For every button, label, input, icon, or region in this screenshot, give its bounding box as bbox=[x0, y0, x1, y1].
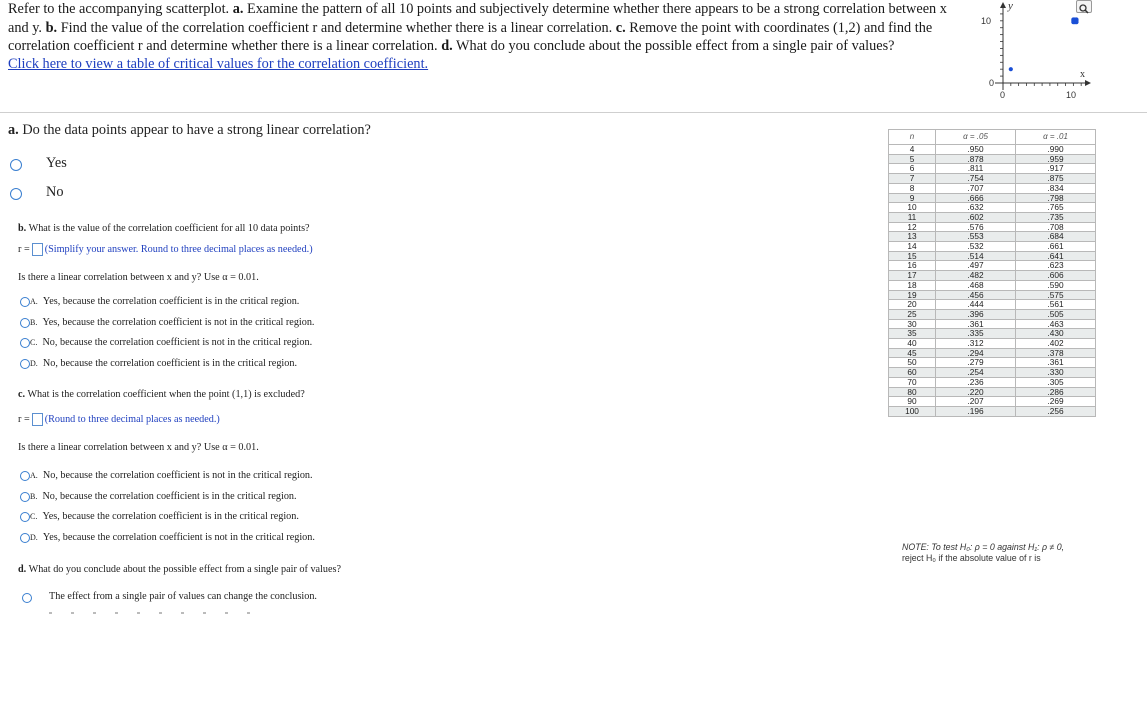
table-cell-alpha-01: .561 bbox=[1016, 300, 1096, 310]
table-row bbox=[889, 387, 1096, 397]
table-cell-n: 6 bbox=[889, 164, 936, 174]
table-cell-alpha-01: .305 bbox=[1016, 377, 1096, 387]
table-cell-n: 50 bbox=[889, 358, 936, 368]
table-row bbox=[889, 368, 1096, 378]
section-divider bbox=[0, 112, 1147, 113]
table-cell-alpha-05: .220 bbox=[936, 387, 1016, 397]
table-cell-n: 35 bbox=[889, 329, 936, 339]
table-cell-alpha-01: .505 bbox=[1016, 309, 1096, 319]
table-cell-alpha-05: .361 bbox=[936, 319, 1016, 329]
table-row bbox=[889, 377, 1096, 387]
part-d-option-1-radio[interactable] bbox=[22, 593, 32, 603]
part-c-label: c. bbox=[18, 389, 26, 400]
table-cell-alpha-05: .254 bbox=[936, 368, 1016, 378]
table-cell-alpha-01: .684 bbox=[1016, 232, 1096, 242]
x-axis-arrow bbox=[1085, 80, 1091, 86]
part-b-option-c[interactable] bbox=[30, 337, 312, 348]
table-row bbox=[889, 406, 1096, 416]
table-cell-alpha-05: .878 bbox=[936, 154, 1016, 164]
y-tick-label-0: 0 bbox=[989, 78, 995, 88]
part-b-hint: (Simplify your answer. Round to three decimal places as needed.) bbox=[44, 243, 313, 255]
table-cell-alpha-01: .361 bbox=[1016, 358, 1096, 368]
table-cell-n: 30 bbox=[889, 319, 936, 329]
table-row bbox=[889, 232, 1096, 242]
part-c-option-b-text: No, because the correlation coefficient is in the critical region. bbox=[42, 491, 297, 502]
part-c-option-a-text: No, because the correlation coefficient is not in the critical region. bbox=[42, 470, 313, 481]
part-c-option-b-letter: B. bbox=[30, 492, 38, 501]
table-cell-alpha-01: .590 bbox=[1016, 280, 1096, 290]
table-row bbox=[889, 339, 1096, 349]
table-cell-n: 5 bbox=[889, 154, 936, 164]
table-cell-alpha-01: .708 bbox=[1016, 222, 1096, 232]
part-b-option-b[interactable] bbox=[30, 317, 314, 328]
problem-c-text: Remove the point with coordinates (1,2) and find the correlation coefficient r and determine whether there is a linear correlation. bbox=[8, 19, 933, 54]
table-row bbox=[889, 261, 1096, 271]
table-body bbox=[889, 145, 1096, 417]
part-b-r-prefix: r = bbox=[18, 243, 30, 255]
table-cell-alpha-01: .875 bbox=[1016, 174, 1096, 184]
table-cell-n: 80 bbox=[889, 387, 936, 397]
part-c-option-d[interactable] bbox=[30, 532, 315, 543]
table-row bbox=[889, 242, 1096, 252]
part-b-option-d-letter: D. bbox=[30, 359, 38, 368]
table-cell-alpha-05: .514 bbox=[936, 251, 1016, 261]
table-cell-n: 90 bbox=[889, 397, 936, 407]
table-cell-n: 40 bbox=[889, 339, 936, 349]
table-cell-alpha-05: .632 bbox=[936, 203, 1016, 213]
table-cell-alpha-01: .269 bbox=[1016, 397, 1096, 407]
x-tick-label-10: 10 bbox=[1066, 90, 1077, 100]
part-c-answer-row bbox=[18, 413, 220, 426]
scatterplot bbox=[975, 0, 1095, 102]
part-c-option-c-text: Yes, because the correlation coefficient is in the critical region. bbox=[42, 511, 299, 522]
part-b-question bbox=[18, 223, 310, 234]
table-cell-alpha-05: .207 bbox=[936, 397, 1016, 407]
x-tick-label-0: 0 bbox=[1000, 90, 1006, 100]
critical-values-link[interactable]: Click here to view a table of critical values for the correlation coefficient. bbox=[8, 56, 429, 72]
table-cell-n: 8 bbox=[889, 183, 936, 193]
part-c-r-input[interactable] bbox=[32, 413, 43, 426]
problem-intro: Refer to the accompanying scatterplot. bbox=[8, 1, 233, 17]
part-c-r-prefix: r = bbox=[18, 413, 30, 425]
table-cell-alpha-05: .602 bbox=[936, 212, 1016, 222]
scatter-axes bbox=[981, 0, 1091, 100]
table-row bbox=[889, 154, 1096, 164]
zoom-button[interactable] bbox=[1076, 0, 1092, 13]
table-cell-alpha-01: .917 bbox=[1016, 164, 1096, 174]
table-row bbox=[889, 280, 1096, 290]
part-d-text: What do you conclude about the possible effect from a single pair of values? bbox=[26, 564, 341, 575]
table-note bbox=[902, 542, 1122, 564]
table-cell-alpha-05: .468 bbox=[936, 280, 1016, 290]
part-c-test-question: Is there a linear correlation between x and y? Use α = 0.01. bbox=[18, 442, 259, 453]
problem-c-label: c. bbox=[615, 19, 626, 36]
table-cell-alpha-01: .834 bbox=[1016, 183, 1096, 193]
part-b-option-a-radio[interactable] bbox=[20, 297, 30, 307]
part-d-label: d. bbox=[18, 564, 27, 575]
table-cell-alpha-01: .378 bbox=[1016, 348, 1096, 358]
part-c-option-c[interactable] bbox=[30, 511, 299, 522]
table-cell-n: 9 bbox=[889, 193, 936, 203]
scatter-point bbox=[1074, 20, 1078, 24]
part-c-option-d-radio[interactable] bbox=[20, 533, 30, 543]
table-row bbox=[889, 329, 1096, 339]
part-c-option-b[interactable] bbox=[30, 491, 297, 502]
problem-b-text: Find the value of the correlation coefficient r and determine whether there is a linear correlation. bbox=[57, 19, 616, 36]
table-cell-alpha-05: .444 bbox=[936, 300, 1016, 310]
scatter-points bbox=[1009, 17, 1079, 71]
y-axis-label: y bbox=[1008, 0, 1013, 12]
table-cell-n: 70 bbox=[889, 377, 936, 387]
problem-statement bbox=[8, 0, 963, 56]
table-cell-alpha-01: .990 bbox=[1016, 145, 1096, 155]
table-row bbox=[889, 212, 1096, 222]
part-c-option-a[interactable] bbox=[30, 470, 313, 481]
table-row bbox=[889, 271, 1096, 281]
part-c-option-d-text: Yes, because the correlation coefficient is not in the critical region. bbox=[42, 532, 315, 543]
table-row bbox=[889, 290, 1096, 300]
table-cell-n: 100 bbox=[889, 406, 936, 416]
part-a-yes-label[interactable]: Yes bbox=[46, 155, 67, 171]
table-cell-alpha-01: .256 bbox=[1016, 406, 1096, 416]
table-cell-n: 25 bbox=[889, 309, 936, 319]
table-cell-alpha-05: .279 bbox=[936, 358, 1016, 368]
table-cell-alpha-05: .576 bbox=[936, 222, 1016, 232]
magnifier-icon bbox=[1077, 3, 1091, 14]
table-cell-alpha-05: .950 bbox=[936, 145, 1016, 155]
part-b-option-b-text: Yes, because the correlation coefficient is not in the critical region. bbox=[42, 317, 315, 328]
table-cell-alpha-05: .811 bbox=[936, 164, 1016, 174]
table-row bbox=[889, 222, 1096, 232]
part-a-no-label[interactable]: No bbox=[46, 184, 64, 200]
part-c-option-d-letter: D. bbox=[30, 533, 38, 542]
table-cell-alpha-05: .294 bbox=[936, 348, 1016, 358]
table-cell-alpha-05: .532 bbox=[936, 242, 1016, 252]
table-row bbox=[889, 145, 1096, 155]
part-b-option-a-text: Yes, because the correlation coefficient is in the critical region. bbox=[42, 296, 300, 307]
table-row bbox=[889, 251, 1096, 261]
header-alpha-05: α = .05 bbox=[936, 130, 1016, 145]
part-b-option-d[interactable] bbox=[30, 358, 297, 369]
table-row bbox=[889, 300, 1096, 310]
table-cell-n: 13 bbox=[889, 232, 936, 242]
table-cell-alpha-05: .553 bbox=[936, 232, 1016, 242]
part-b-option-c-letter: C. bbox=[30, 338, 38, 347]
table-cell-n: 19 bbox=[889, 290, 936, 300]
table-cell-alpha-01: .661 bbox=[1016, 242, 1096, 252]
table-cell-n: 14 bbox=[889, 242, 936, 252]
table-cell-alpha-05: .707 bbox=[936, 183, 1016, 193]
table-cell-alpha-01: .623 bbox=[1016, 261, 1096, 271]
table-cell-alpha-01: .641 bbox=[1016, 251, 1096, 261]
part-b-label: b. bbox=[18, 223, 27, 234]
table-cell-alpha-05: .312 bbox=[936, 339, 1016, 349]
header-n: n bbox=[889, 130, 936, 145]
part-b-text: What is the value of the correlation coefficient for all 10 data points? bbox=[26, 223, 310, 234]
table-row bbox=[889, 183, 1096, 193]
part-a-label: a. bbox=[8, 122, 19, 138]
table-cell-n: 4 bbox=[889, 145, 936, 155]
part-b-option-c-radio[interactable] bbox=[20, 338, 30, 348]
y-axis-arrow bbox=[1000, 2, 1006, 8]
table-cell-alpha-01: .575 bbox=[1016, 290, 1096, 300]
part-b-answer-row bbox=[18, 243, 313, 256]
part-c-option-a-radio[interactable] bbox=[20, 471, 30, 481]
table-cell-n: 11 bbox=[889, 212, 936, 222]
note-line-2: reject H₀ if the absolute value of r is bbox=[902, 553, 1041, 563]
table-cell-n: 15 bbox=[889, 251, 936, 261]
problem-a-text: Examine the pattern of all 10 points and subjectively determine whether there appears to be a strong correlation between x and y. bbox=[8, 1, 947, 36]
table-row bbox=[889, 319, 1096, 329]
part-c-hint: (Round to three decimal places as needed.) bbox=[44, 413, 220, 425]
table-cell-alpha-01: .430 bbox=[1016, 329, 1096, 339]
table-cell-alpha-01: .959 bbox=[1016, 154, 1096, 164]
table-cell-n: 20 bbox=[889, 300, 936, 310]
table-cell-alpha-01: .765 bbox=[1016, 203, 1096, 213]
part-b-option-b-radio[interactable] bbox=[20, 318, 30, 328]
table-cell-n: 7 bbox=[889, 174, 936, 184]
table-cell-alpha-05: .335 bbox=[936, 329, 1016, 339]
part-b-test-question: Is there a linear correlation between x and y? Use α = 0.01. bbox=[18, 272, 259, 283]
table-row bbox=[889, 348, 1096, 358]
table-cell-alpha-05: .396 bbox=[936, 309, 1016, 319]
table-row bbox=[889, 397, 1096, 407]
part-b-option-d-text: No, because the correlation coefficient is in the critical region. bbox=[42, 358, 297, 369]
table-cell-alpha-01: .735 bbox=[1016, 212, 1096, 222]
part-c-option-a-letter: A. bbox=[30, 471, 38, 480]
table-cell-alpha-05: .236 bbox=[936, 377, 1016, 387]
table-cell-alpha-01: .606 bbox=[1016, 271, 1096, 281]
problem-d-label: d. bbox=[441, 38, 453, 54]
x-axis-label: x bbox=[1080, 69, 1085, 80]
table-cell-n: 60 bbox=[889, 368, 936, 378]
part-c-question bbox=[18, 389, 305, 400]
table-cell-n: 12 bbox=[889, 222, 936, 232]
part-a-question bbox=[8, 122, 371, 139]
part-c-option-c-radio[interactable] bbox=[20, 512, 30, 522]
table-cell-n: 18 bbox=[889, 280, 936, 290]
problem-a-label: a. bbox=[232, 1, 244, 17]
part-d-question bbox=[18, 564, 341, 575]
table-header-row bbox=[889, 130, 1096, 145]
table-cell-alpha-05: .196 bbox=[936, 406, 1016, 416]
part-a-text: Do the data points appear to have a strong linear correlation? bbox=[22, 122, 371, 138]
cut-off-text-line bbox=[49, 612, 269, 614]
header-alpha-01: α = .01 bbox=[1016, 130, 1096, 145]
table-cell-n: 45 bbox=[889, 348, 936, 358]
table-cell-alpha-05: .666 bbox=[936, 193, 1016, 203]
table-row bbox=[889, 203, 1096, 213]
table-cell-n: 17 bbox=[889, 271, 936, 281]
note-line-1: NOTE: To test H₀: ρ = 0 against H₁: ρ ≠ 0, bbox=[902, 542, 1065, 552]
table-row bbox=[889, 193, 1096, 203]
part-b-option-c-text: No, because the correlation coefficient is not in the critical region. bbox=[42, 337, 313, 348]
table-cell-n: 10 bbox=[889, 203, 936, 213]
table-cell-alpha-05: .754 bbox=[936, 174, 1016, 184]
table-row bbox=[889, 174, 1096, 184]
table-cell-alpha-01: .402 bbox=[1016, 339, 1096, 349]
table-cell-alpha-05: .456 bbox=[936, 290, 1016, 300]
part-a-yes-radio[interactable] bbox=[10, 159, 22, 171]
table-cell-alpha-05: .482 bbox=[936, 271, 1016, 281]
table-row bbox=[889, 309, 1096, 319]
table-row bbox=[889, 358, 1096, 368]
table-row bbox=[889, 164, 1096, 174]
table-cell-alpha-01: .798 bbox=[1016, 193, 1096, 203]
part-b-option-a-letter: A. bbox=[30, 297, 38, 306]
critical-values-table bbox=[888, 129, 1096, 417]
part-b-option-a[interactable] bbox=[30, 296, 299, 307]
table-cell-alpha-01: .463 bbox=[1016, 319, 1096, 329]
part-c-text: What is the correlation coefficient when the point (1,1) is excluded? bbox=[25, 389, 305, 400]
table-cell-alpha-05: .497 bbox=[936, 261, 1016, 271]
y-tick-label-10: 10 bbox=[981, 16, 992, 26]
problem-d-text: What do you conclude about the possible effect from a single pair of values? bbox=[452, 38, 895, 54]
table-cell-alpha-01: .330 bbox=[1016, 368, 1096, 378]
part-b-option-d-radio[interactable] bbox=[20, 359, 30, 369]
problem-b-label: b. bbox=[45, 19, 58, 36]
table-cell-alpha-01: .286 bbox=[1016, 387, 1096, 397]
part-d-option-1[interactable]: The effect from a single pair of values can change the conclusion. bbox=[49, 591, 317, 602]
part-b-r-input[interactable] bbox=[32, 243, 43, 256]
table-cell-n: 16 bbox=[889, 261, 936, 271]
part-a-no-radio[interactable] bbox=[10, 188, 22, 200]
part-c-option-c-letter: C. bbox=[30, 512, 38, 521]
part-b-option-b-letter: B. bbox=[30, 318, 38, 327]
part-c-option-b-radio[interactable] bbox=[20, 492, 30, 502]
scatter-point bbox=[1009, 67, 1013, 71]
